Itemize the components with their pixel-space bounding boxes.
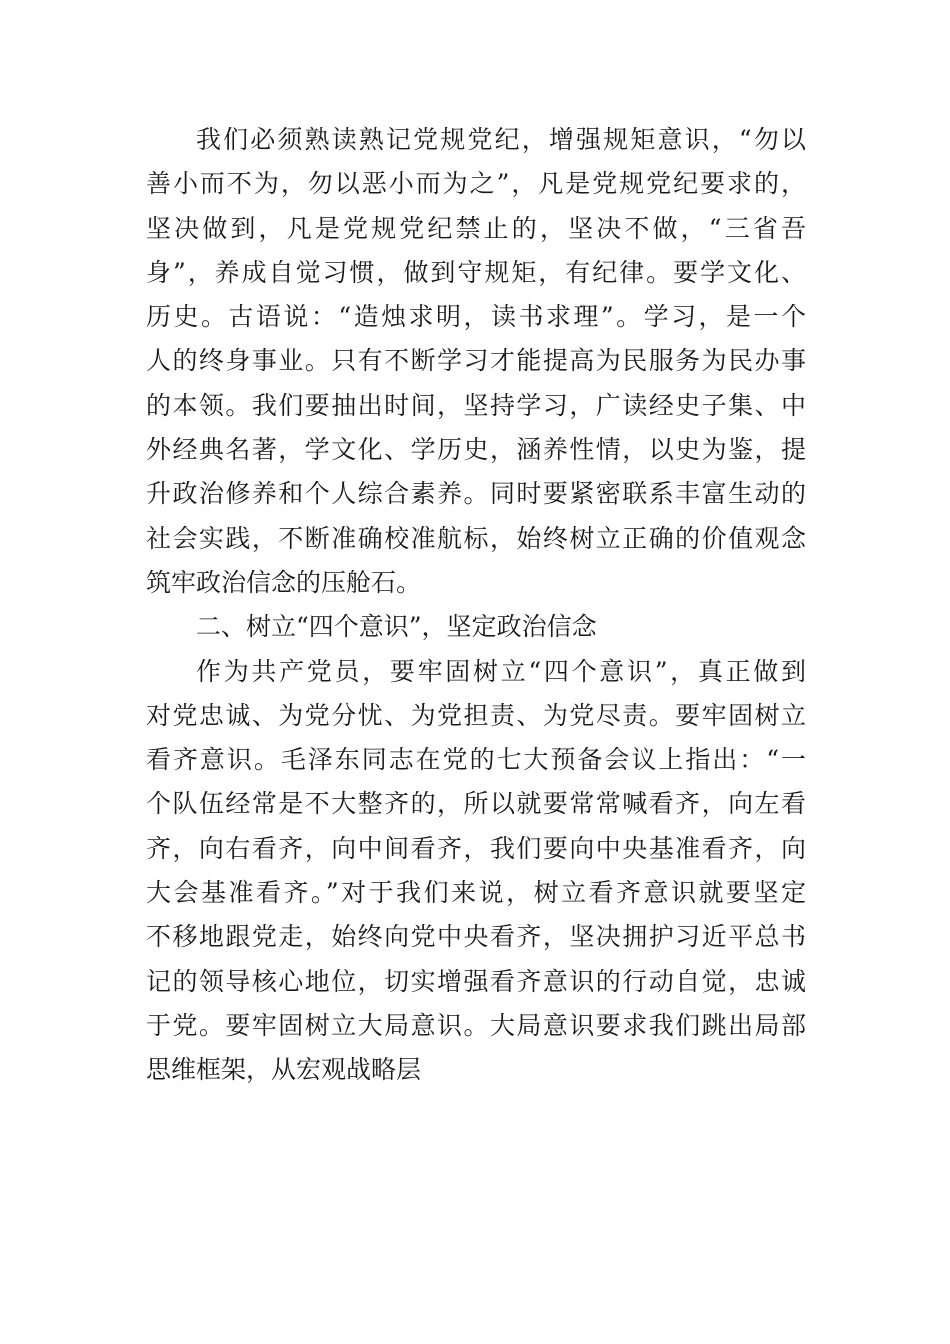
paragraph-1-line-6: 人的终身事业。只有不断学习才能提高为民服务为民办事 — [146, 346, 806, 376]
paragraph-2-line-6: 大会基准看齐。”对于我们来说，树立看齐意识就要坚定 — [146, 878, 806, 908]
paragraph-2-line-2: 对党忠诚、为党分忧、为党担责、为党尽责。要牢固树立 — [146, 700, 806, 730]
paragraph-1-line-8: 外经典名著，学文化、学历史，涵养性情，以史为鉴，提 — [146, 435, 806, 465]
paragraph-2-line-3: 看齐意识。毛泽东同志在党的七大预备会议上指出：“一 — [146, 745, 806, 775]
paragraph-2-line-8: 记的领导核心地位，切实增强看齐意识的行动自觉，忠诚 — [146, 966, 806, 996]
paragraph-1-line-3: 坚决做到，凡是党规党纪禁止的，坚决不做，“三省吾 — [146, 213, 806, 243]
paragraph-2-line-7: 不移地跟党走，始终向党中央看齐，坚决拥护习近平总书 — [146, 922, 806, 952]
paragraph-1-line-5: 历史。古语说：“造烛求明，读书求理”。学习，是一个 — [146, 302, 806, 332]
paragraph-1-line-9: 升政治修养和个人综合素养。同时要紧密联系丰富生动的 — [146, 479, 806, 509]
paragraph-1-line-2: 善小而不为，勿以恶小而为之”，凡是党规党纪要求的， — [146, 169, 806, 199]
paragraph-1-line-4: 身”，养成自觉习惯，做到守规矩，有纪律。要学文化、 — [146, 257, 806, 287]
paragraph-2-line-10: 思维框架，从宏观战略层 — [146, 1055, 422, 1085]
paragraph-1-line-7: 的本领。我们要抽出时间，坚持学习，广读经史子集、中 — [146, 390, 806, 420]
document-body — [146, 118, 806, 1093]
paragraph-2-line-4: 个队伍经常是不大整齐的，所以就要常常喊看齐，向左看 — [146, 789, 806, 819]
paragraph-1-line-11: 筑牢政治信念的压舱石。 — [146, 567, 422, 597]
paragraph-2-line-9: 于党。要牢固树立大局意识。大局意识要求我们跳出局部 — [146, 1010, 806, 1040]
paragraph-2-line-1: 作为共产党员，要牢固树立“四个意识”，真正做到 — [196, 656, 806, 686]
paragraph-2-line-5: 齐，向右看齐，向中间看齐，我们要向中央基准看齐，向 — [146, 833, 806, 863]
section-heading: 二、树立“四个意识”，坚定政治信念 — [196, 612, 597, 642]
paragraph-1-line-10: 社会实践，不断准确校准航标，始终树立正确的价值观念 — [146, 523, 806, 553]
paragraph-1-line-1: 我们必须熟读熟记党规党纪，增强规矩意识，“勿以 — [196, 125, 806, 154]
